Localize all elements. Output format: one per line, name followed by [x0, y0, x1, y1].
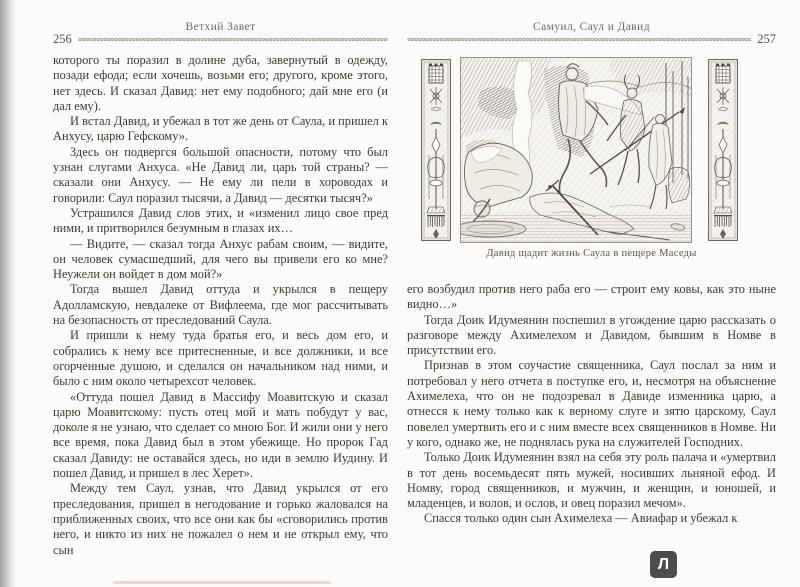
paragraph: Признав в этом соучастие священника, Саул послал за ним и потребовал у него отчета в поступке его, и, несмотря на объяснение Ахимелеха, что он не подозревал в Давиде изменника царю, а отнесся к нему только как к верному слуге и зятю царскому, Саул повелел умертвить его и с ним вместе всех священников в Номве. Ни у кого, однако же, не поднялась рука на служителей Господних.: [407, 358, 776, 449]
illustration-caption: Давид щадит жизнь Саула в пещере Маседы: [486, 248, 697, 259]
header-rule-row-right: [407, 34, 776, 44]
running-head-right: Самуил, Саул и Давид: [533, 21, 650, 33]
page-number-left: 256: [53, 32, 72, 46]
paragraph: — Видите, — сказал тогда Анхус рабам своим, — видите, он человек сумасшедший, для чего вы привели его ко мне? Неужели он войдет в дом мой?»: [53, 236, 388, 282]
paragraph: Тогда вышел Давид оттуда и укрылся в пещеру Адолламскую, невдалеке от Вифлеема, где мог рассчитывать на безопасность от преследований Саула.: [53, 282, 388, 328]
paragraph: Между тем Саул, узнав, что Давид укрылся от его преследования, пришел в негодование и горько жаловался на приближенных своих, что все они как бы «сговорились против него, и никто из них не пожалел о нем и не открыл ему, что сын: [53, 481, 388, 557]
ornament-column-icon: [421, 59, 451, 241]
paragraph: его возбудил против него раба его — строит ему ковы, как это ныне видно…»: [407, 282, 776, 312]
page-number-right: 257: [757, 32, 776, 46]
header-rule-row-left: [53, 34, 388, 44]
header-rule-decorative: [78, 37, 388, 42]
store-watermark-letter: Л: [657, 555, 670, 573]
left-page-body: [53, 53, 388, 558]
paragraph: Устрашился Давид слов этих, и «изменил лицо свое пред ними, и притворился безумным в глазах их…: [53, 205, 388, 236]
right-page-body: [407, 282, 776, 527]
ornament-column-icon: [708, 59, 738, 241]
paragraph: «Оттуда пошел Давид в Массифу Моавитскую и сказал царю Моавитскому: пусть отец мой и мать побудут у вас, доколе я не узнаю, что сделает со мною Бог. И жили они у него все время, пока Давид был в этом убежище. Но пророк Гад сказал Давиду: не оставайся здесь, но иди в землю Иудину. И пошел Давид, и пришел в лес Херет».: [53, 389, 388, 481]
page-edge-shadow: [0, 0, 16, 587]
paragraph: Только Доик Идумеянин взял на себя эту роль палача и «умертвил в тот день восемьдесят пять мужей, носивших льняной ефод. И Номву, город священников, и мужчин, и женщин, и юношей, и младенцев, и волов, и ослов, и овец поразил мечом».: [407, 450, 776, 511]
david-spares-saul-engraving: [460, 57, 692, 243]
paragraph: И пришли к нему туда братья его, и весь дом его, и собрались к нему все притесненные, и все должники, и все огорченные душою, и сделался он начальником над ними, и было с ним около четырехсот человек.: [53, 328, 388, 389]
illustration-block: [407, 57, 776, 243]
paragraph: И встал Давид, и убежал в тот же день от Саула, и пришел к Анхусу, царю Гефскому».: [53, 114, 388, 144]
scan-artifact-line: [113, 581, 331, 584]
running-head-left: Ветхий Завет: [185, 21, 256, 33]
paragraph: которого ты поразил в долине дуба, завернутый в одежду, позади ефода; если хочешь, возьми его; другого, кроме этого, нет здесь. И сказал Давид: нет ему подобного; дай мне его (и дал ему).: [53, 53, 388, 113]
paragraph: Спасся только один сын Ахимелеха — Авиафар и убежал к: [424, 511, 738, 526]
store-watermark-logo[interactable]: [650, 551, 677, 578]
paragraph: Здесь он подвергся большой опасности, потому что был узнан слугами Анхуса. «Не Давид ли, царь той страны? — сказали они Анхусу. — Не ему ли пели в хороводах и говорили: Саул поразил тысячи, а Давид — десятки тысяч?»: [53, 144, 388, 205]
paragraph: Тогда Доик Идумеянин поспешил в угождение царю рассказать о разговоре между Ахимелехом и Давидом, бывшим в Номве в присутствии его.: [407, 312, 776, 358]
header-rule-decorative: [407, 37, 751, 42]
